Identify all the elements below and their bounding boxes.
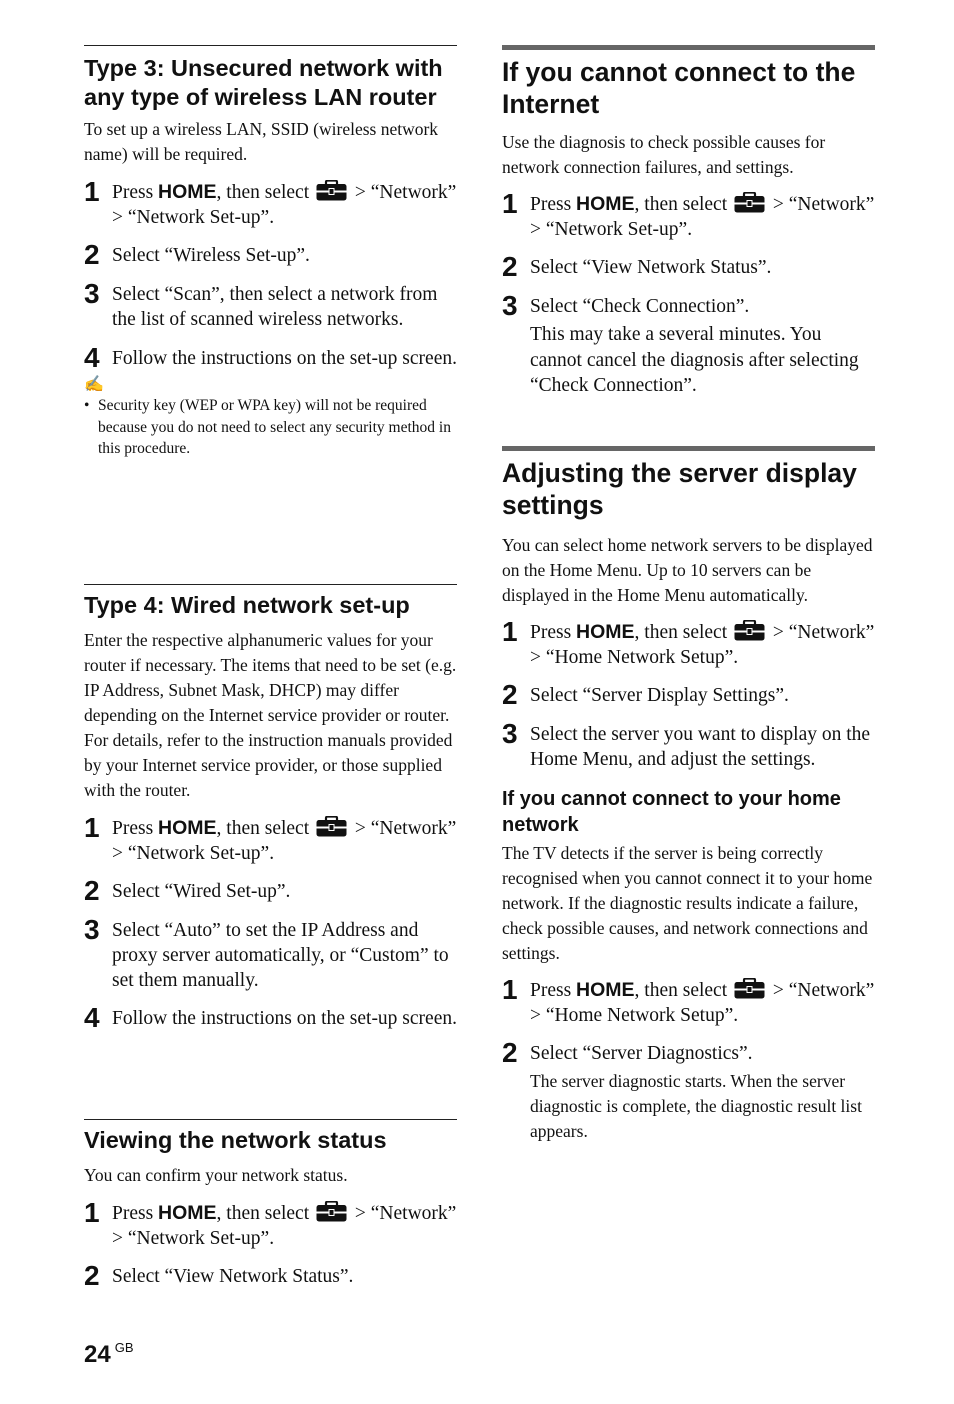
step-text: Select “Auto” to set the IP Address and proxy server automatically, or “Custom” to set them manually. [112, 919, 449, 991]
step-number: 1 [84, 176, 100, 207]
section-internet-connection [502, 45, 875, 399]
home-key-label: HOME [576, 979, 635, 1001]
bullet-icon: • [84, 397, 90, 414]
step-number: 1 [84, 1196, 100, 1228]
step-1 [84, 176, 457, 230]
step-text: Press HOME, then select > “Network” > “Network Set-up”. [112, 816, 457, 864]
step-text: Select “View Network Status”. [112, 1265, 354, 1287]
step-number: 2 [502, 1037, 518, 1068]
step-3 [84, 913, 457, 993]
home-key-label: HOME [158, 181, 217, 203]
step-number: 2 [502, 251, 518, 282]
step-text: Press HOME, then select > “Network” > “Home Network Setup”. [530, 621, 875, 668]
section-server-display [502, 446, 875, 1144]
step-1 [84, 811, 457, 866]
home-key-label: HOME [576, 621, 635, 643]
toolbox-icon [734, 620, 765, 641]
step-4 [84, 342, 457, 373]
step-2 [84, 1259, 457, 1291]
step-number: 2 [84, 239, 100, 270]
step-1 [502, 616, 875, 670]
toolbox-icon [734, 978, 765, 999]
step-number: 4 [84, 342, 100, 373]
step-2 [84, 239, 457, 270]
step-number: 3 [84, 913, 100, 945]
step-text: Select “Scan”, then select a network from the list of scanned wireless networks. [112, 284, 438, 330]
step-text: Select “View Network Status”. [530, 257, 772, 278]
step-number: 2 [84, 1259, 100, 1291]
step-text: Select “Wired Set-up”. [112, 880, 291, 902]
step-number: 1 [502, 616, 518, 647]
section-title: Type 4: Wired network set-up [84, 592, 410, 618]
step-number: 4 [84, 1001, 100, 1033]
page-region-suffix: GB [114, 1340, 134, 1355]
page-number [84, 1340, 134, 1369]
section-type4 [84, 584, 457, 1031]
step-2 [502, 251, 875, 282]
section-intro: You can confirm your network status. [84, 1164, 348, 1185]
step-text: Select “Check Connection”. [530, 296, 750, 317]
step-2 [502, 679, 875, 710]
toolbox-icon [316, 1201, 347, 1222]
section-title: Type 3: Unsecured network with any type of wireless LAN router [84, 55, 443, 110]
step-text: Select “Server Diagnostics”. [530, 1043, 753, 1064]
toolbox-icon [316, 180, 347, 201]
step-number: 1 [84, 811, 100, 843]
step-3 [502, 290, 875, 399]
step-text: Select “Server Display Settings”. [530, 685, 789, 706]
section-viewing-status [84, 1119, 457, 1289]
section-intro: You can select home network servers to be displayed on the Home Menu. Up to 10 servers can be displayed in the Home Menu automatically. [502, 535, 873, 605]
hint-text: Security key (WEP or WPA key) will not be required because you do not need to select any security method in this procedure. [98, 397, 451, 457]
step-text: Select “Wireless Set-up”. [112, 245, 310, 266]
step-text: Press HOME, then select > “Network” > “Network Set-up”. [112, 181, 457, 228]
section-type3 [84, 45, 457, 460]
home-key-label: HOME [576, 193, 635, 215]
step-number: 2 [84, 874, 100, 906]
section-title: Viewing the network status [84, 1127, 387, 1153]
step-text: Select the server you want to display on the Home Menu, and adjust the settings. [530, 724, 871, 770]
step-4 [84, 1001, 457, 1033]
step-2 [84, 874, 457, 906]
step-text: Press HOME, then select > “Network” > “Home Network Setup”. [530, 979, 875, 1026]
step-number: 3 [502, 290, 518, 321]
subsection-intro: The TV detects if the server is being correctly recognised when you cannot connect it to your home network. If the diagnostic results indicate a failure, check possible causes, and network connections and settings. [502, 843, 873, 963]
subsection-title: If you cannot connect to your home network [502, 788, 841, 836]
pencil-hint-icon: ✍ [84, 376, 104, 393]
home-key-label: HOME [158, 816, 217, 839]
hint-note [84, 395, 457, 460]
step-number: 2 [502, 679, 518, 710]
step-number: 1 [502, 974, 518, 1005]
home-key-label: HOME [158, 1201, 217, 1224]
step-1 [502, 188, 875, 242]
step-number: 3 [84, 278, 100, 309]
toolbox-icon [316, 816, 347, 837]
section-title: If you cannot connect to the Internet [502, 57, 856, 119]
toolbox-icon [734, 192, 765, 213]
section-intro: To set up a wireless LAN, SSID (wireless network name) will be required. [84, 119, 439, 164]
section-title: Adjusting the server display settings [502, 458, 857, 520]
step-text: Press HOME, then select > “Network” > “Network Set-up”. [112, 1201, 457, 1249]
step-text: Follow the instructions on the set-up screen. [112, 1007, 457, 1029]
step-3 [84, 278, 457, 332]
step-text: Follow the instructions on the set-up screen. [112, 348, 457, 369]
step-number: 3 [502, 718, 518, 749]
sub-step-1 [502, 974, 875, 1028]
step-note: This may take a several minutes. You cannot cancel the diagnosis after selecting “Check Connection”. [530, 324, 859, 396]
step-number: 1 [502, 188, 518, 219]
step-text: Press HOME, then select > “Network” > “Network Set-up”. [530, 193, 875, 240]
sub-step-2 [502, 1037, 875, 1144]
section-intro: Use the diagnosis to check possible causes for network connection failures, and settings. [502, 132, 826, 177]
step-note: The server diagnostic starts. When the server diagnostic is complete, the diagnostic result list appears. [530, 1071, 862, 1141]
section-intro: Enter the respective alphanumeric values for your router if necessary. The items that need to be set (e.g. IP Address, Subnet Mask, DHCP) may differ depending on the Internet service provider or router. For details, refer to the instruction manuals provided by your Internet service provider, or those supplied with the router. [84, 629, 457, 800]
step-1 [84, 1196, 457, 1251]
step-3 [502, 718, 875, 772]
page-number-value: 24 [84, 1341, 111, 1368]
